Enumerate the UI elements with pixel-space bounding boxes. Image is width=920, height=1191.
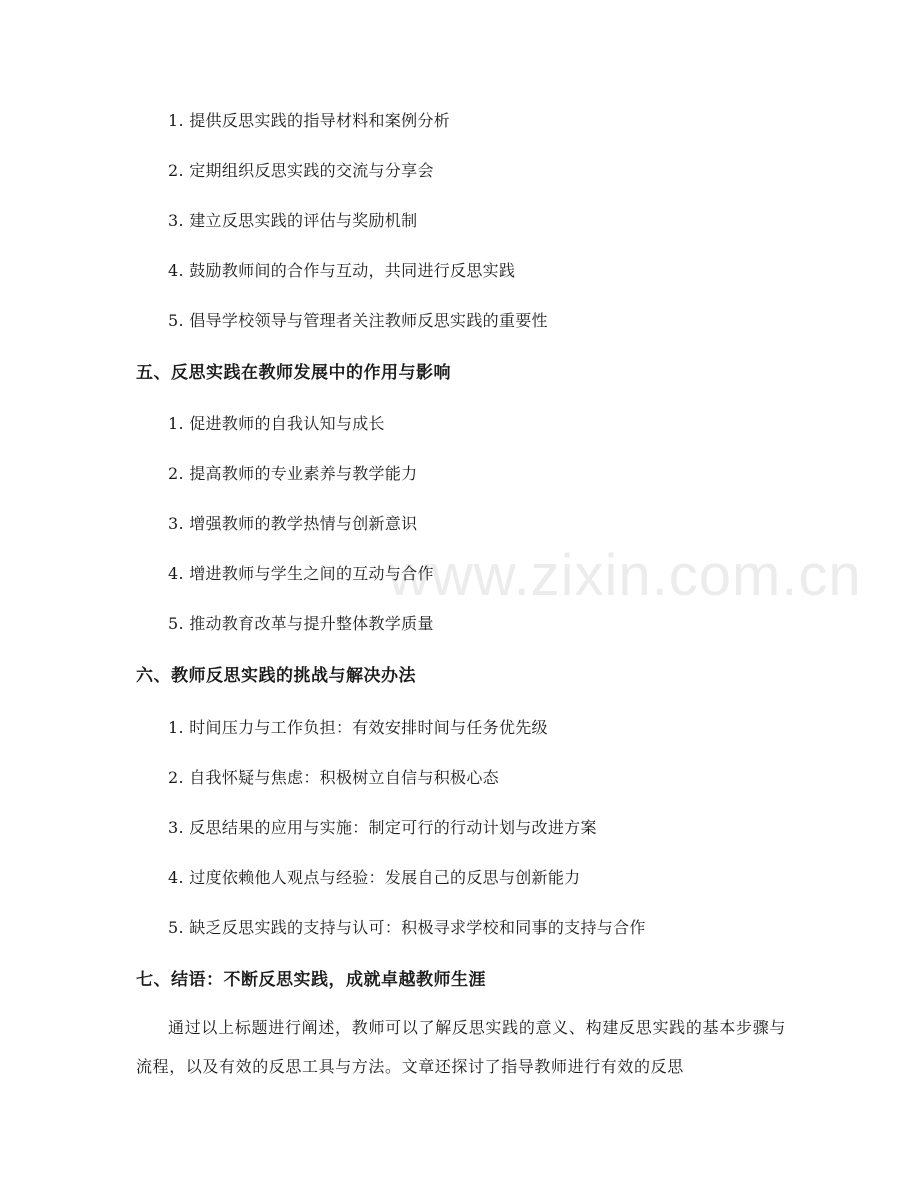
list-item: 3. 增强教师的教学热情与创新意识 bbox=[168, 514, 418, 533]
section-heading: 五、反思实践在教师发展中的作用与影响 bbox=[136, 363, 451, 383]
list-item: 3. 反思结果的应用与实施：制定可行的行动计划与改进方案 bbox=[168, 818, 597, 837]
list-item: 5. 推动教育改革与提升整体教学质量 bbox=[168, 614, 434, 633]
list-item: 4. 鼓励教师间的合作与互动，共同进行反思实践 bbox=[168, 261, 516, 280]
conclusion-paragraph: 通过以上标题进行阐述，教师可以了解反思实践的意义、构建反思实践的基本步骤与流程，以及有效的反思工具与方法。文章还探讨了指导教师进行有效的反思 bbox=[136, 1018, 786, 1076]
list-item: 5. 缺乏反思实践的支持与认可：积极寻求学校和同事的支持与合作 bbox=[168, 918, 646, 937]
list-item: 4. 增进教师与学生之间的互动与合作 bbox=[168, 564, 434, 583]
list-item: 2. 提高教师的专业素养与教学能力 bbox=[168, 464, 418, 483]
list-item: 1. 提供反思实践的指导材料和案例分析 bbox=[168, 111, 451, 130]
watermark: www.zixin.com.cn bbox=[388, 543, 862, 608]
section-heading: 七、结语：不断反思实践，成就卓越教师生涯 bbox=[136, 970, 486, 990]
list-item: 3. 建立反思实践的评估与奖励机制 bbox=[168, 211, 418, 230]
list-item: 1. 促进教师的自我认知与成长 bbox=[168, 414, 385, 433]
list-item: 4. 过度依赖他人观点与经验：发展自己的反思与创新能力 bbox=[168, 868, 581, 887]
list-item: 5. 倡导学校领导与管理者关注教师反思实践的重要性 bbox=[168, 311, 548, 330]
list-item: 2. 自我怀疑与焦虑：积极树立自信与积极心态 bbox=[168, 768, 499, 787]
list-item: 1. 时间压力与工作负担：有效安排时间与任务优先级 bbox=[168, 718, 548, 737]
list-item: 2. 定期组织反思实践的交流与分享会 bbox=[168, 161, 434, 180]
section-heading: 六、教师反思实践的挑战与解决办法 bbox=[136, 666, 416, 686]
